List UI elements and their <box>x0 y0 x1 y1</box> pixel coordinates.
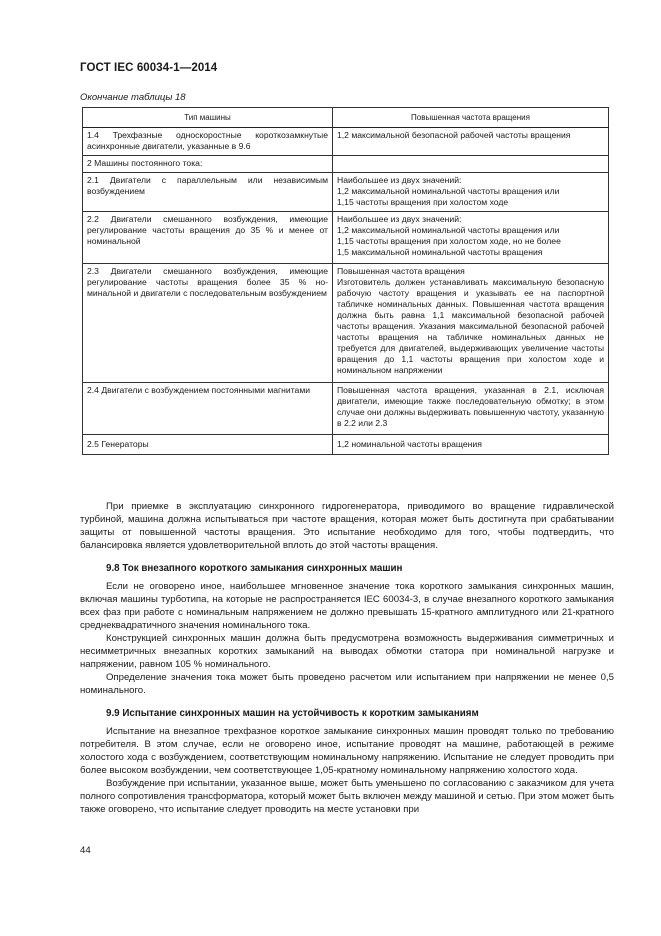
cell-overspeed: Повышенная частота вращения Изготовитель должен устанавливать максимальную безопасную рабочую частоту вращения и указывать ее на паспортной табличке номинальных данных. Повышенная частота вращения должна быть равна 1,1 максимальной безопасной рабочей частоты вращения. Указания максимальной безопасной рабочей частоты вращения на табличке номинальных данных не требуется для двигателей, выдерживающих увеличение частоты вращения до 1,1 частоты вращения при холостом ходе и номинальном напряжении <box>333 264 609 383</box>
paragraph: Если не оговорено иное, наибольшее мгновенное значение тока короткого замыкания синхронных машин, включая машины турботипа, на которые не распространяется IEC 60034-3, в случае внезапного короткого замыкания всех фаз при работе с номинальным напряжением не должно превышать 15-кратного амплитудного или 21-кратного среднеквадратичного значения номинального тока. <box>80 581 614 631</box>
speed-table <box>82 107 609 455</box>
paragraph: При приемке в эксплуатацию синхронного гидрогенератора, приводимого во вращение гидравлической турбиной, машина должна испытываться при частоте вращения, которая может быть достигнута при срабатывании защиты от повышенной частоты вращения. Это испытание необходимо для того, чтобы подтвердить, что балансировка является удовлетворительной вплоть до этой частоты вращения. <box>80 501 614 551</box>
cell-overspeed: Повышенная частота вращения, указанная в 2.1, исключая двигатели, имеющие также последовательную обмотку; в этом случае они должны выдерживать повышенную частоту, указанную в 2.2 или 2.3 <box>333 383 609 435</box>
document-header: ГОСТ IEC 60034-1—2014 <box>80 62 218 74</box>
cell-overspeed: Наибольшее из двух значений: 1,2 максимальной номинальной частоты вращения или 1,15 частоты вращения при холостом ходе <box>333 173 609 212</box>
header-machine-type: Тип машины <box>83 108 333 128</box>
cell-machine-type: 2.5 Генераторы <box>83 435 333 455</box>
cell-machine-type: 2.1 Двигатели с параллельным или независимым возбуждением <box>83 173 333 212</box>
section-heading-9-8: 9.8 Ток внезапного короткого замыкания синхронных машин <box>106 563 403 574</box>
page-number: 44 <box>80 845 91 856</box>
cell-overspeed <box>333 156 609 173</box>
table-row <box>83 383 609 435</box>
paragraph: Возбуждение при испытании, указанное выше, может быть уменьшено по согласованию с заказчиком для учета полного сопротивления трансформатора, который может быть включен между машиной и сетью. При этом может быть также оговорено, что испытание следует проводить на месте установки при <box>80 778 614 815</box>
table-row <box>83 156 609 173</box>
table-row <box>83 173 609 212</box>
table-row <box>83 264 609 383</box>
main-text <box>80 500 614 816</box>
table-row <box>83 128 609 156</box>
paragraph: Определение значения тока может быть проведено расчетом или испытанием при напряжении не менее 0,5 номинального. <box>80 672 614 696</box>
section-heading-9-9: 9.9 Испытание синхронных машин на устойчивость к коротким замыканиям <box>106 708 479 719</box>
paragraph: Испытание на внезапное трехфазное короткое замыкание синхронных машин проводят только по требованию потребителя. В этом случае, если не оговорено иное, испытание проводят на машине, работающей в режиме холостого хода с возбуждением, соответствующим номинальному напряжению. Испытание не следует проводить при более высоком возбуждении, чем соответствующее 1,05-кратному номинальному напряжению холостого хода. <box>80 726 614 776</box>
paragraph: Конструкцией синхронных машин должна быть предусмотрена возможность выдерживания симметричных и несимметричных внезапных коротких замыканий на выводах обмотки статора при номинальной нагрузке и напряжении, равном 105 % номинального. <box>80 633 614 670</box>
cell-overspeed: 1,2 максимальной безопасной рабочей частоты вращения <box>333 128 609 156</box>
table-header-row <box>83 108 609 128</box>
cell-overspeed: 1,2 номинальной частоты вращения <box>333 435 609 455</box>
cell-machine-type: 2 Машины постоянного тока: <box>83 156 333 173</box>
table-row <box>83 212 609 264</box>
cell-machine-type: 2.2 Двигатели смешанного возбуждения, имеющие регулирование частоты вращения до 35 % и менее от номинальной <box>83 212 333 264</box>
cell-machine-type: 2.3 Двигатели смешанного возбуждения, имеющие регулирование частоты вращения более 35 % номинальной и двигатели с последовательным возбуждением <box>83 264 333 383</box>
table-caption: Окончание таблицы 18 <box>80 92 186 103</box>
header-overspeed: Повышенная частота вращения <box>333 108 609 128</box>
cell-machine-type: 2.4 Двигатели с возбуждением постоянными магнитами <box>83 383 333 435</box>
cell-machine-type: 1.4 Трехфазные односкоростные короткозамкнутые асинхронные двигатели, указанные в 9.6 <box>83 128 333 156</box>
cell-overspeed: Наибольшее из двух значений: 1,2 максимальной номинальной частоты вращения или 1,15 частоты вращения при холостом ходе, но не более 1,5 максимальной номинальной частоты вращения <box>333 212 609 264</box>
table-row <box>83 435 609 455</box>
